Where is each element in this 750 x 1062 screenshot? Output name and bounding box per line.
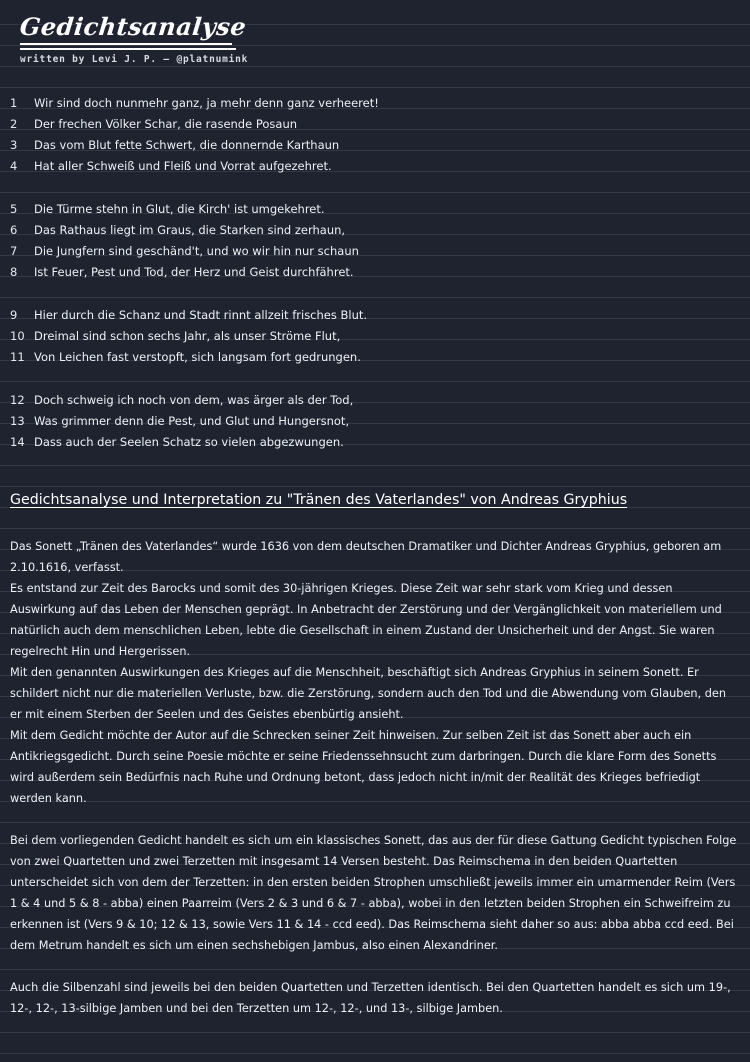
stanza-4 bbox=[10, 389, 450, 452]
stanza-3 bbox=[10, 304, 450, 367]
analysis-heading: Gedichtsanalyse und Interpretation zu "Tränen des Vaterlandes" von Andreas Gryphius bbox=[10, 492, 628, 508]
analysis-paragraph-text: Auch die Silbenzahl sind jeweils bei den beiden Quartetten und Terzetten identisch. Bei den Quartetten handelt es sich um 19-, 12-, 12-, 13-silbige Jamben und bei den Terzetten um 12-, 12-, und 13-, silbige Jamben. bbox=[10, 981, 731, 1015]
verse-text: Doch schweig ich noch von dem, was ärger als der Tod, bbox=[34, 392, 354, 407]
stanza-1 bbox=[10, 92, 450, 176]
title-underline-second bbox=[20, 48, 236, 50]
verse-number: 1 bbox=[10, 95, 18, 110]
analysis-section bbox=[10, 488, 740, 1019]
verse-number: 14 bbox=[10, 434, 25, 449]
author-line: written by Levi J. P. — @platnumink bbox=[20, 54, 249, 65]
verse-number: 7 bbox=[10, 243, 18, 258]
verse-number: 6 bbox=[10, 222, 18, 237]
stanza-2 bbox=[10, 198, 450, 282]
verse bbox=[10, 113, 450, 134]
verse-text: Die Türme stehn in Glut, die Kirch' ist umgekehret. bbox=[34, 201, 325, 216]
verse-number: 3 bbox=[10, 137, 18, 152]
title-underline bbox=[20, 43, 232, 45]
analysis-paragraph-text: Bei dem vorliegenden Gedicht handelt es sich um ein klassisches Sonett, das aus der für diese Gattung Gedicht typischen Folge von zwei Quartetten und zwei Terzetten mit insgesamt 14 Versen besteht. Das Reimschema in den beiden Quartetten unterscheidet sich von dem der Terzetten: in den ersten beiden Strophen umschließt jeweils immer ein umarmender Reim (Vers 1 & 4 und 5 & 8 - abba) einen Paarreim (Vers 2 & 3 und 6 & 7 - abba), wobei in den letzten beiden Strophen ein Schweifreim zu erkennen ist (Vers 9 & 10; 12 & 13, sowie Vers 11 & 14 - ccd eed). Das Reimschema sieht daher so aus: abba abba ccd eed. Bei dem Metrum handelt es sich um einen sechshebigen Jambus, also einen Alexandriner. bbox=[10, 834, 737, 952]
verse-number: 10 bbox=[10, 328, 25, 343]
verse-text: Das Rathaus liegt im Graus, die Starken sind zerhaun, bbox=[34, 222, 346, 237]
verse-number: 5 bbox=[10, 201, 18, 216]
verse-number: 2 bbox=[10, 116, 18, 131]
verse bbox=[10, 198, 450, 219]
verse bbox=[10, 304, 450, 325]
verse-text: Die Jungfern sind geschänd't, und wo wir hin nur schaun bbox=[34, 243, 359, 258]
verse-text: Was grimmer denn die Pest, und Glut und Hungersnot, bbox=[34, 413, 350, 428]
verse bbox=[10, 155, 450, 176]
verse bbox=[10, 134, 450, 155]
verse-text: Hat aller Schweiß und Fleiß und Vorrat aufgezehret. bbox=[34, 158, 332, 173]
verse bbox=[10, 389, 450, 410]
page-title: Gedichtsanalyse bbox=[18, 12, 248, 41]
verse-text: Der frechen Völker Schar, die rasende Posaun bbox=[34, 116, 298, 131]
verse-number: 11 bbox=[10, 349, 25, 364]
verse-text: Dass auch der Seelen Schatz so vielen abgezwungen. bbox=[34, 434, 344, 449]
poem bbox=[10, 92, 450, 474]
verse-number: 12 bbox=[10, 392, 25, 407]
analysis-paragraph-text: Das Sonett „Tränen des Vaterlandes“ wurde 1636 von dem deutschen Dramatiker und Dichter Andreas Gryphius, geboren am 2.10.1616, verfasst. Es entstand zur Zeit des Barocks und somit des 30-jährigen Krieges. Diese Zeit war sehr stark vom Krieg und dessen Auswirkung auf das Leben der Menschen geprägt. In Anbetracht der Zerstörung und der Vergänglichkeit von materiellem und natürlich auch dem menschlichen Leben, lebte die Gesellschaft in einem Zustand der Unsicherheit und der Angst. Sie waren regelrecht Hin und Hergerissen. Mit den genannten Auswirkungen des Krieges auf die Menschheit, beschäftigt sich Andreas Gryphius in seinem Sonett. Er schildert nicht nur die materiellen Verluste, bzw. die Zerstörung, sondern auch den Tod und die Abwendung vom Glauben, den er mit einem Sterben der Seelen und des Geistes ebenbürtig ansieht. Mit dem Gedicht möchte der Autor auf die Schrecken seiner Zeit hinweisen. Zur selben Zeit ist das Sonett aber auch ein Antikriegsgedicht. Durch seine Poesie möchte er seine Friedenssehnsucht zum darbringen. Durch die klare Form des Sonetts wird außerdem sein Bedürfnis nach Ruhe und Ordnung betont, dass jedoch nicht in/mit der Realität des Krieges befriedigt werden kann. bbox=[10, 540, 727, 805]
verse bbox=[10, 431, 450, 452]
verse bbox=[10, 92, 450, 113]
analysis-paragraph-syllables bbox=[10, 977, 740, 1019]
verse bbox=[10, 261, 450, 282]
verse-text: Von Leichen fast verstopft, sich langsam fort gedrungen. bbox=[34, 349, 361, 364]
title-block bbox=[20, 12, 280, 65]
verse bbox=[10, 346, 450, 367]
verse bbox=[10, 410, 450, 431]
verse-text: Wir sind doch nunmehr ganz, ja mehr denn ganz verheeret! bbox=[34, 95, 379, 110]
verse-text: Hier durch die Schanz und Stadt rinnt allzeit frisches Blut. bbox=[34, 307, 368, 322]
verse bbox=[10, 325, 450, 346]
verse-number: 9 bbox=[10, 307, 18, 322]
verse bbox=[10, 240, 450, 261]
analysis-paragraph-form bbox=[10, 830, 740, 956]
verse-text: Das vom Blut fette Schwert, die donnernde Karthaun bbox=[34, 137, 340, 152]
verse-number: 13 bbox=[10, 413, 25, 428]
verse-text: Dreimal sind schon sechs Jahr, als unser Ströme Flut, bbox=[34, 328, 341, 343]
verse-number: 4 bbox=[10, 158, 18, 173]
analysis-paragraph-intro bbox=[10, 536, 740, 809]
verse-number: 8 bbox=[10, 264, 18, 279]
verse-text: Ist Feuer, Pest und Tod, der Herz und Geist durchfähret. bbox=[34, 264, 354, 279]
verse bbox=[10, 219, 450, 240]
